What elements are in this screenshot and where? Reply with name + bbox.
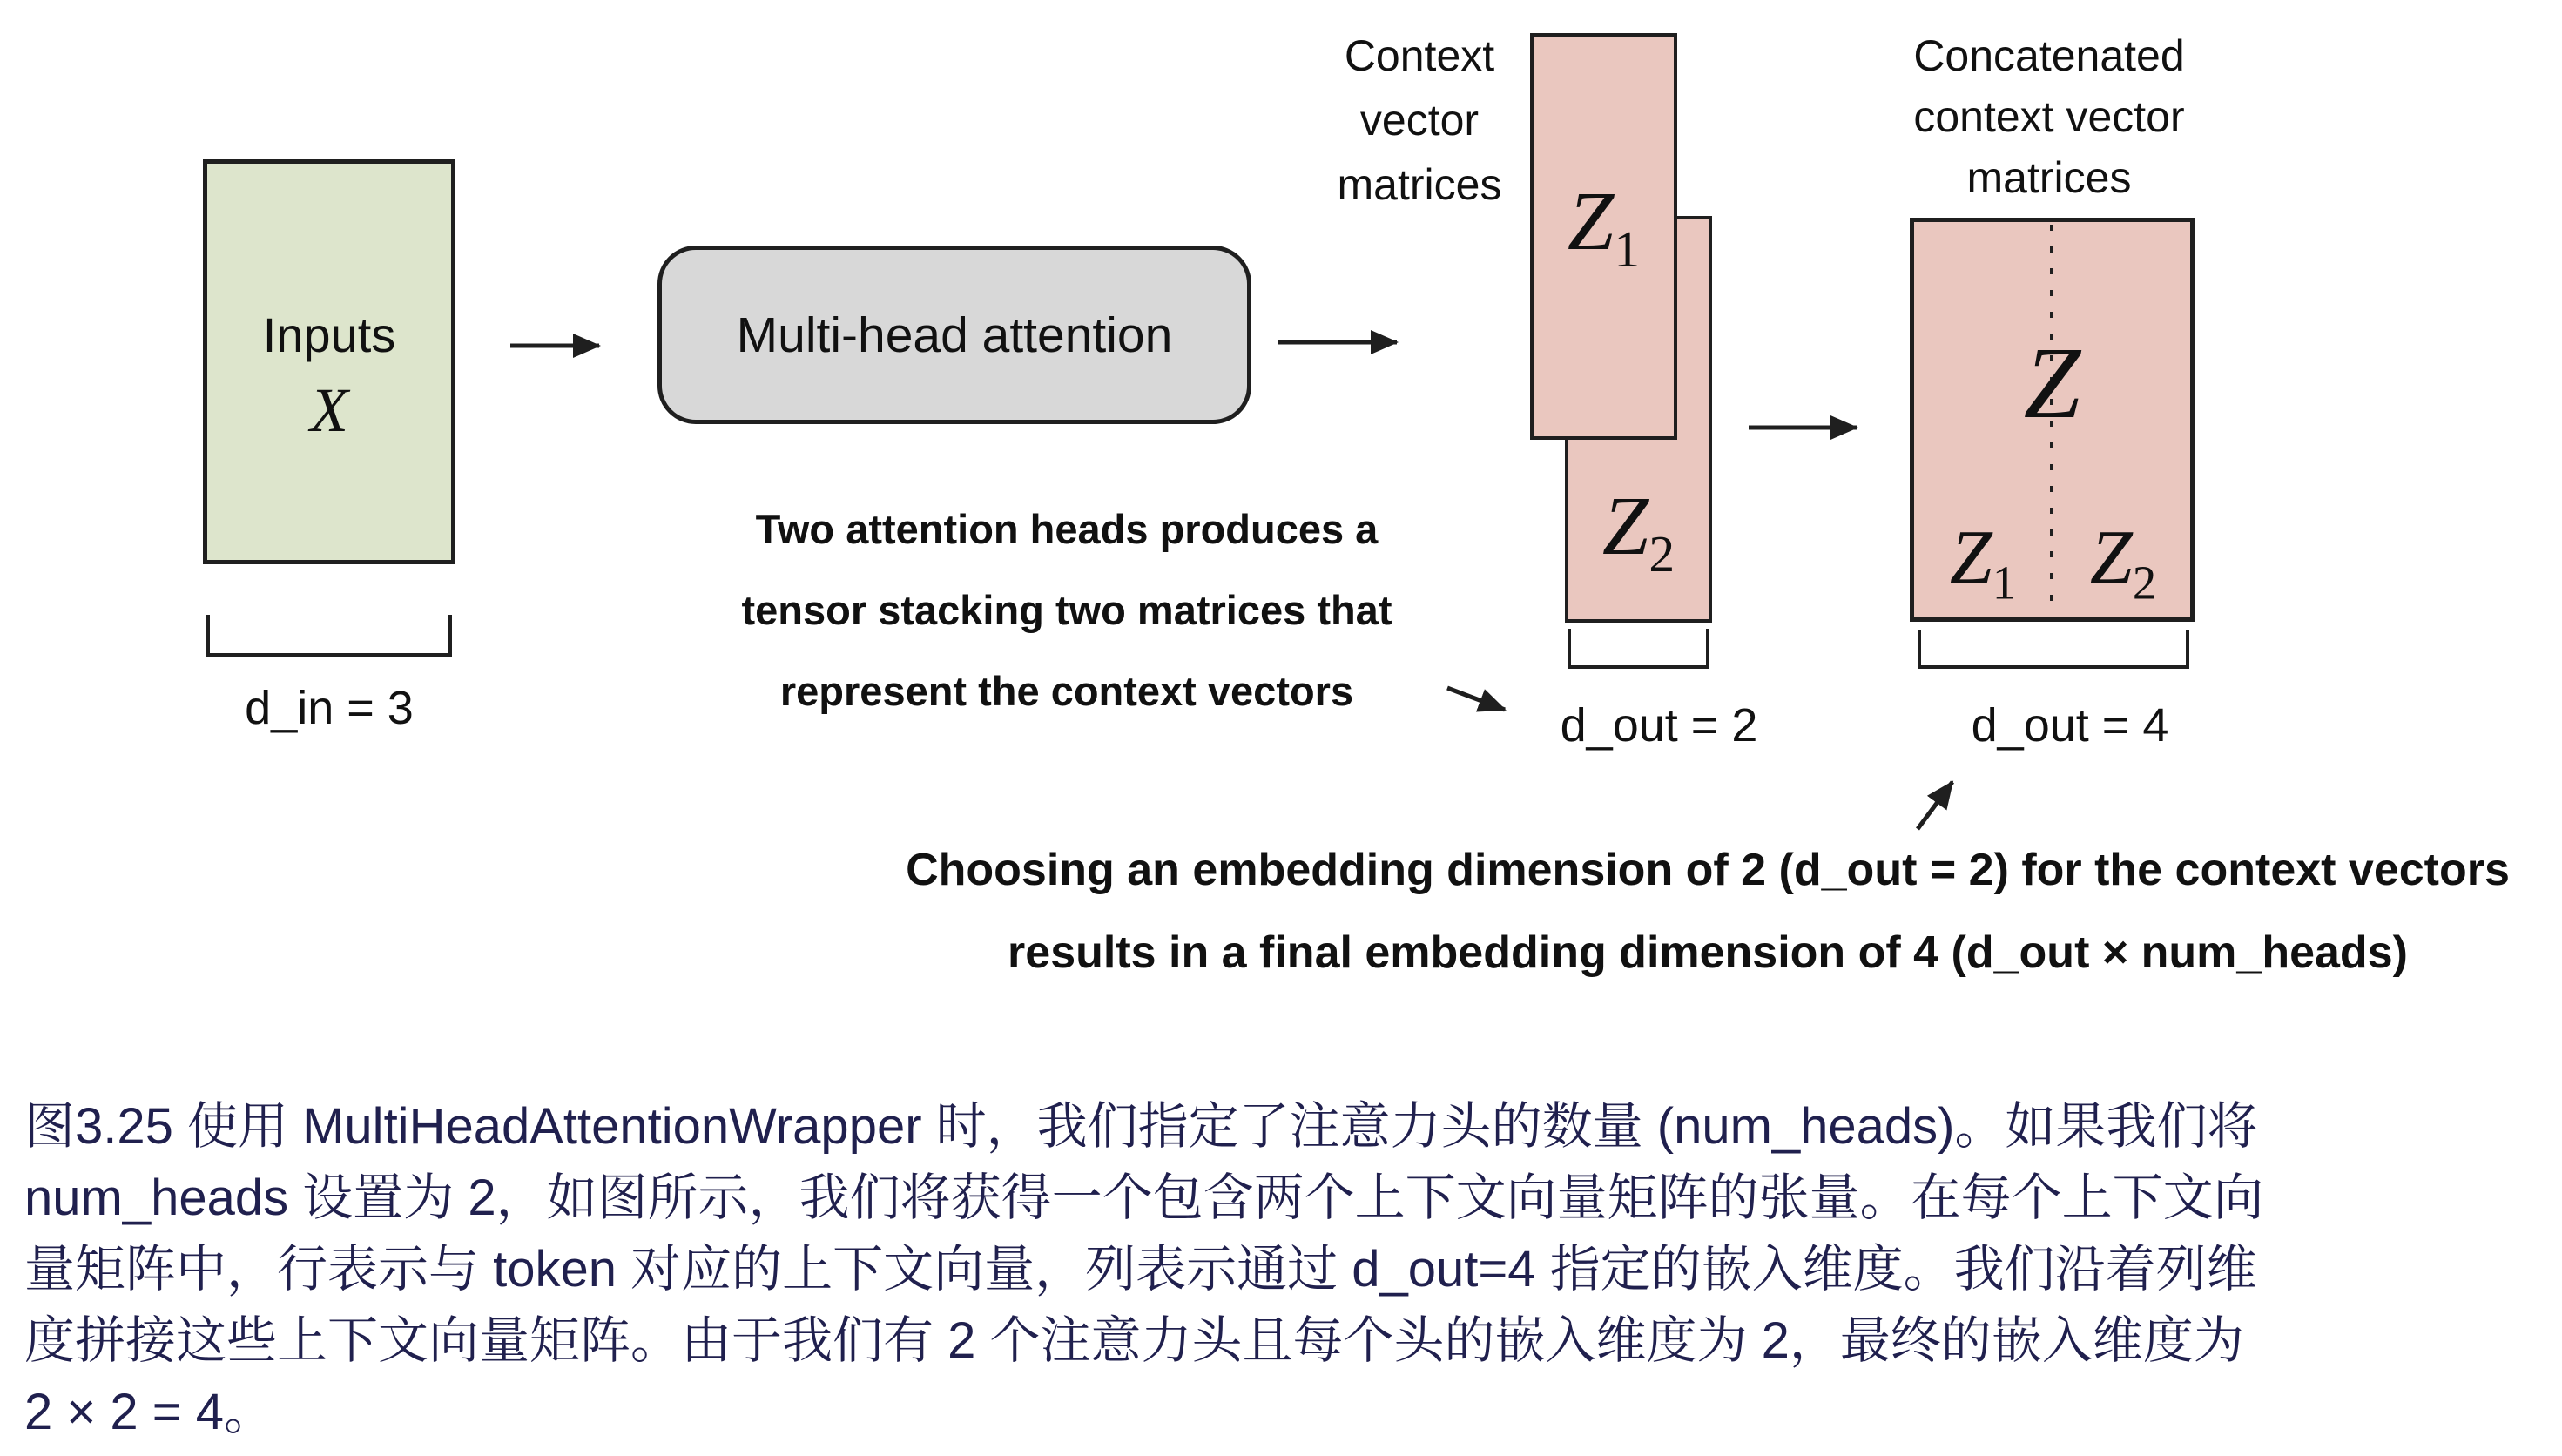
concat-z-symbol: Z: [2023, 326, 2081, 440]
z2-base: Z: [1601, 479, 1649, 572]
annotation-choosing-line2: results in a final embedding dimension of 4 (d_out × num_heads): [1008, 927, 2408, 978]
d-in-bracket: [206, 615, 452, 657]
d-in-label: d_in = 3: [245, 682, 414, 734]
concat-z2-symbol: [2053, 514, 2193, 610]
z1-subscript: 1: [1614, 220, 1641, 279]
concat-label-line1: Concatenated: [1913, 31, 2185, 80]
d-out-2-label: d_out = 2: [1560, 699, 1758, 752]
arrow-to-d-out-4-icon: [1918, 782, 1952, 829]
annotation-choosing-line1: Choosing an embedding dimension of 2 (d_out = 2) for the context vectors: [906, 845, 2510, 895]
context-label-line2: vector: [1359, 96, 1480, 145]
annotation-two-heads-line1: Two attention heads produces a: [755, 506, 1379, 552]
concat-label-line2: context vector: [1913, 92, 2185, 141]
caption-line-5: 2 × 2 = 4。: [24, 1384, 274, 1440]
z1-symbol: [1530, 172, 1677, 279]
z2-symbol: [1565, 477, 1712, 583]
context-vector-matrices-label: [1311, 24, 1528, 217]
annotation-two-heads: [662, 489, 1472, 731]
d-out-2-bracket: [1568, 629, 1709, 669]
multi-head-attention-label: Multi-head attention: [736, 307, 1173, 363]
annotation-two-heads-line3: represent the context vectors: [779, 668, 1354, 714]
annotation-two-heads-line2: tensor stacking two matrices that: [741, 587, 1392, 633]
caption-line-4: 度拼接这些上下文向量矩阵。由于我们有 2 个注意力头且每个头的嵌入维度为 2，最终的嵌入维度为: [24, 1312, 2244, 1369]
annotation-choosing: [853, 829, 2562, 994]
inputs-symbol: X: [310, 375, 348, 445]
z2-subscript: 2: [1648, 525, 1675, 583]
concatenated-label: [1879, 25, 2219, 208]
context-label-line1: Context: [1344, 31, 1495, 80]
concat-z2-subscript: 2: [2132, 556, 2157, 610]
caption-line-3: 量矩阵中，行表示与 token 对应的上下文向量，列表示通过 d_out=4 指定的嵌入维度。我们沿着列维: [24, 1241, 2257, 1298]
concat-z1-base: Z: [1949, 516, 1992, 600]
d-out-4-label: d_out = 4: [1971, 699, 2169, 752]
caption-line-1: 图3.25 使用 MultiHeadAttentionWrapper 时，我们指定了注意力头的数量 (num_heads)。如果我们将: [24, 1098, 2258, 1155]
concat-z1-subscript: 1: [1992, 556, 2017, 610]
d-out-4-bracket: [1918, 630, 2189, 669]
concat-label-line3: matrices: [1966, 153, 2132, 202]
concat-z2-base: Z: [2089, 516, 2133, 600]
concat-z1-symbol: [1913, 514, 2053, 610]
context-label-line3: matrices: [1337, 160, 1502, 209]
multi-head-attention-box: [657, 246, 1251, 424]
inputs-label: Inputs: [262, 307, 396, 362]
z1-base: Z: [1567, 174, 1615, 267]
caption-line-2: num_heads 设置为 2，如图所示，我们将获得一个包含两个上下文向量矩阵的张量。在每个上下文向: [24, 1170, 2264, 1226]
